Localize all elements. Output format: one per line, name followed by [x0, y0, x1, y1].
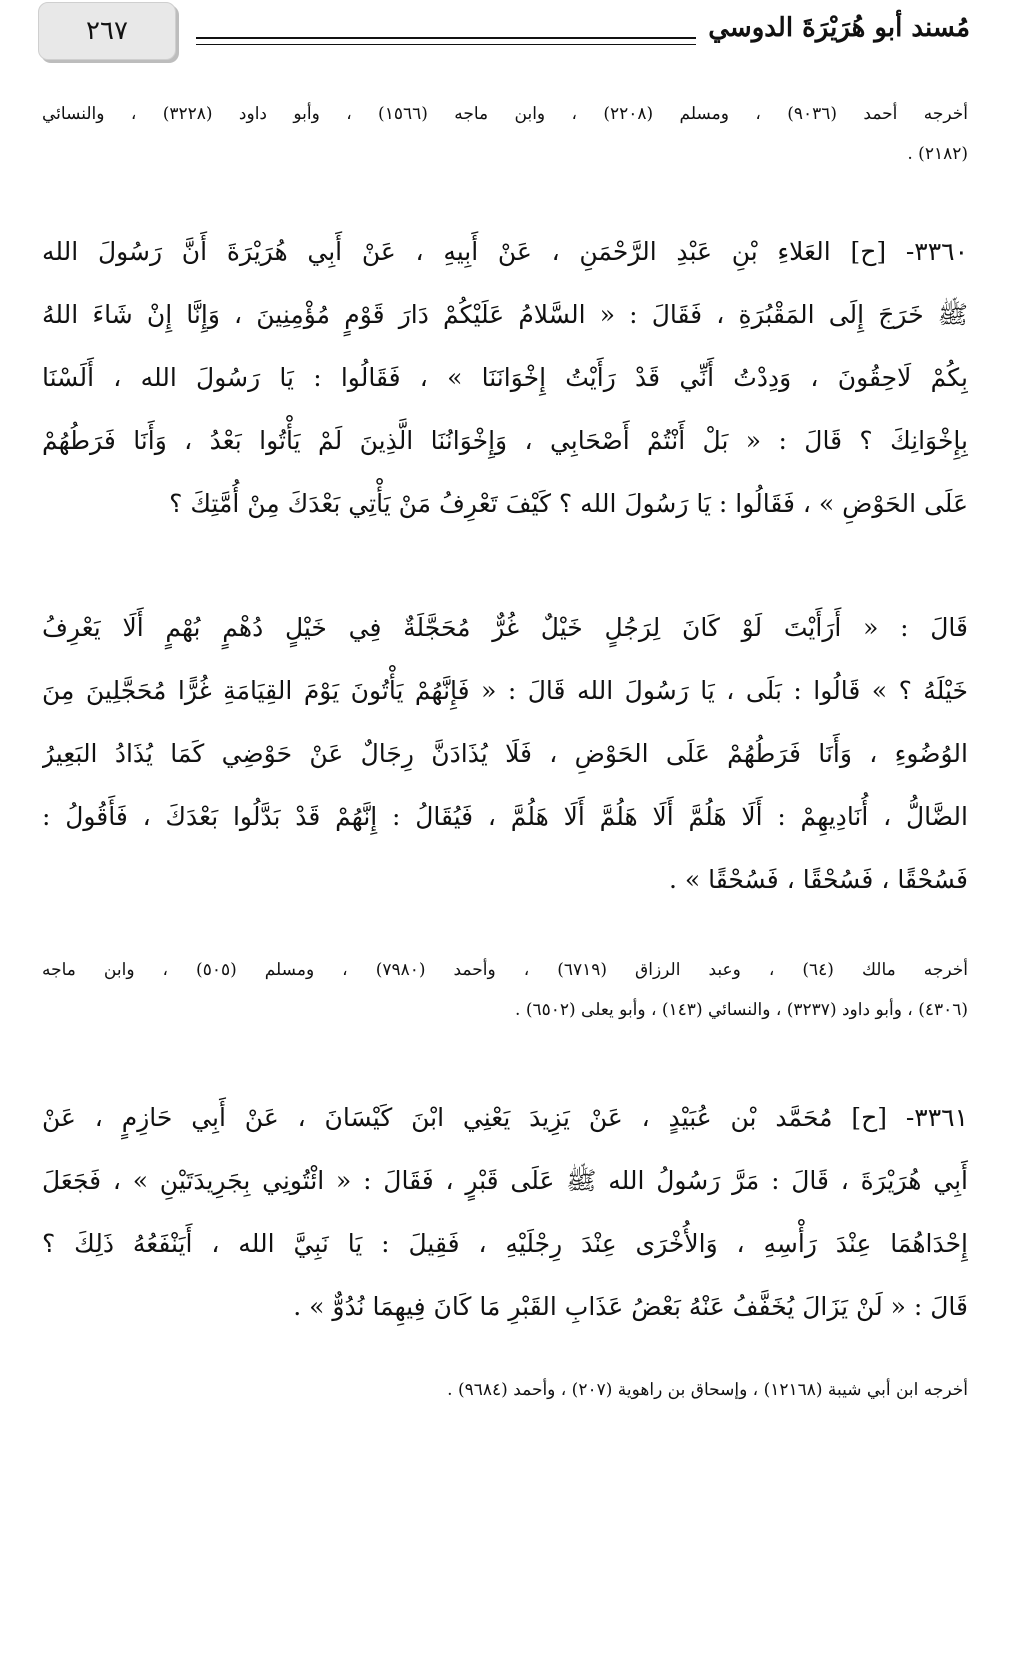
page-number: ٢٦٧: [86, 16, 128, 46]
page-number-tab: [38, 2, 176, 60]
hadith-3361: [42, 1086, 968, 1338]
hadith-line: الوُضُوءِ ، وَأَنَا فَرَطُهُمْ عَلَى الحَوْضِ ، فَلَا يُذَادَنَّ رِجَالٌ عَنْ حَوْضِي كَمَا يُذَادُ البَعِيرُ: [42, 739, 968, 768]
hadith-line: ﷺ خَرَجَ إِلَى المَقْبُرَةِ ، فَقَالَ : « السَّلامُ عَلَيْكُمْ دَارَ قَوْمٍ مُؤْمِنِينَ ، وَإِنَّا إِنْ شَاءَ اللهُ: [42, 300, 968, 329]
header-rule: [196, 37, 696, 39]
header-rule-thin: [196, 44, 696, 45]
hadith-line: بِإِخْوَانِكَ ؟ قَالَ : « بَلْ أَنْتُمْ أَصْحَابِي ، وَإِخْوَانُنَا الَّذِينَ لَمْ يَأْتُوا بَعْدُ ، وَأَنَا فَرَطُهُمْ: [42, 426, 968, 455]
hadith-line: أَبِي هُرَيْرَةَ ، قَالَ : مَرَّ رَسُولُ الله ﷺ عَلَى قَبْرٍ ، فَقَالَ : « ائْتُونِي بِجَرِيدَتَيْنِ » ، فَجَعَلَ: [42, 1166, 968, 1195]
footnote-line: أخرجه مالك (٦٤) ، وعبد الرزاق (٦٧١٩) ، وأحمد (٧٩٨٠) ، ومسلم (٥٠٥) ، وابن ماجه: [42, 960, 968, 980]
running-title: مُسند أبو هُرَيْرَةَ الدوسي: [708, 13, 970, 43]
footnote-block: [42, 94, 968, 174]
hadith-line: ٣٣٦١- [ح] مُحَمَّد بْن عُبَيْدٍ ، عَنْ يَزِيدَ يَعْنِي ابْنَ كَيْسَانَ ، عَنْ أَبِي حَازِمٍ ، عَنْ: [42, 1103, 968, 1132]
hadith-line: إِحْدَاهُمَا عِنْدَ رَأْسِهِ ، وَالأُخْرَى عِنْدَ رِجْلَيْهِ ، فَقِيلَ : يَا نَبِيَّ الله ، أَيَنْفَعُهُ ذَلِكَ ؟: [42, 1229, 968, 1258]
hadith-line: قَالَ : « لَنْ يَزَالَ يُخَفَّفُ عَنْهُ بَعْضُ عَذَابِ القَبْرِ مَا كَانَ فِيهِمَا نُدُوٌّ » .: [293, 1292, 968, 1321]
hadith-line: فَسُحْقًا ، فَسُحْقًا ، فَسُحْقًا » .: [668, 865, 968, 894]
hadith-line: خَيْلَهُ ؟ » قَالُوا : بَلَى ، يَا رَسُولَ الله قَالَ : « فَإِنَّهُمْ يَأْتُونَ يَوْمَ القِيَامَةِ غُرًّا مُحَجَّلِينَ مِنَ: [42, 676, 968, 705]
hadith-3360-continuation: [42, 596, 968, 911]
footnote-block: [42, 1370, 968, 1410]
hadith-line: عَلَى الحَوْضِ » ، فَقَالُوا : يَا رَسُولَ الله ؟ كَيْفَ تَعْرِفُ مَنْ يَأْتِي بَعْدَكَ مِنْ أُمَّتِكَ ؟: [169, 489, 968, 518]
hadith-3360: [42, 220, 968, 535]
hadith-line: ٣٣٦٠- [ح] العَلاءِ بْنِ عَبْدِ الرَّحْمَنِ ، عَنْ أَبِيهِ ، عَنْ أَبِي هُرَيْرَةَ أَنَّ رَسُولَ الله: [42, 237, 968, 266]
footnote-line: (٤٣٠٦) ، وأبو داود (٣٢٣٧) ، والنسائي (١٤٣) ، وأبو يعلى (٦٥٠٢) .: [515, 1000, 968, 1020]
hadith-line: قَالَ : « أَرَأَيْتَ لَوْ كَانَ لِرَجُلٍ خَيْلٌ غُرٌّ مُحَجَّلَةٌ فِي خَيْلٍ دُهْمٍ بُهْمٍ أَلَا يَعْرِفُ: [42, 613, 968, 642]
hadith-line: بِكُمْ لَاحِقُونَ ، وَدِدْتُ أَنِّي قَدْ رَأَيْتُ إِخْوَانَنَا » ، فَقَالُوا : يَا رَسُولَ الله ، أَلَسْنَا: [42, 363, 968, 392]
footnote-line: أخرجه ابن أبي شيبة (١٢١٦٨) ، وإسحاق بن راهوية (٢٠٧) ، وأحمد (٩٦٨٤) .: [447, 1380, 968, 1400]
footnote-line: (٢١٨٢) .: [907, 144, 968, 164]
hadith-line: الضَّالُّ ، أُنَادِيهِمْ : أَلَا هَلُمَّ أَلَا هَلُمَّ أَلَا هَلُمَّ ، فَيُقَالُ : إِنَّهُمْ قَدْ بَدَّلُوا بَعْدَكَ ، فَأَقُولُ :: [42, 802, 968, 831]
footnote-block: [42, 950, 968, 1030]
footnote-line: أخرجه أحمد (٩٠٣٦) ، ومسلم (٢٢٠٨) ، وابن ماجه (١٥٦٦) ، وأبو داود (٣٢٢٨) ، والنسائي: [42, 104, 968, 124]
